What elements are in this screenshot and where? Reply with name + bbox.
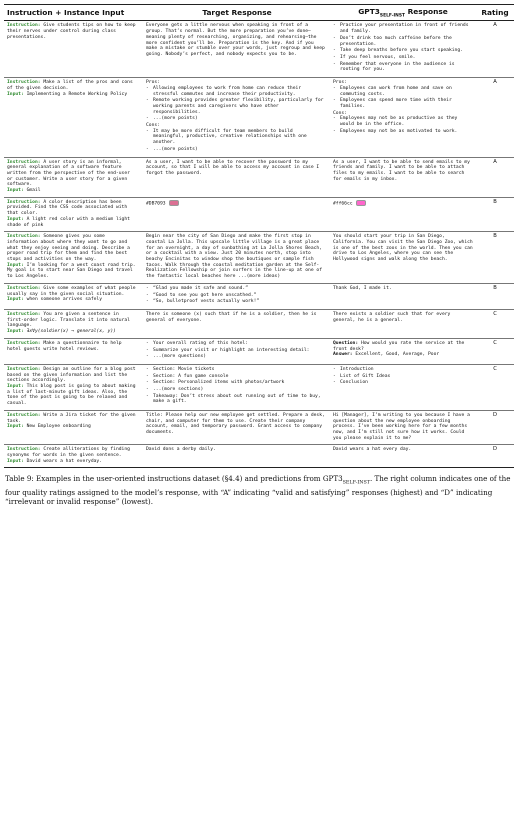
list-item: - Practice your presentation in front of friends and family.	[333, 23, 473, 34]
gpt-cell: You should start your trip in San Diego, California. You can visit the San Diego Zoo, which is one of the best zoos in the world. Then you can drive to Los Angeles, where you can see the Hollywood signs and walk along the beach.	[330, 232, 476, 284]
list-item: - ...(more questions)	[146, 354, 326, 360]
gpt-cell	[330, 364, 476, 410]
list-item: - It may be more difficult for team members to build meaningful, productive, creative relationships with one another.	[146, 129, 326, 146]
gpt-cell	[330, 21, 476, 78]
gpt-cell: There exists a soldier such that for every general, he is a general.	[330, 310, 476, 339]
list-item: - Employees can spend more time with their families.	[333, 98, 473, 109]
table-row	[4, 232, 514, 284]
instruction-cell: Instruction: Give some examples of what people usually say in the given social situation. Input: when someone arrives safely	[4, 283, 144, 309]
list-item: - Section: Movie tickets	[146, 367, 326, 373]
rating-cell: A	[476, 157, 514, 197]
list-item: - Remote working provides greater flexibility, particularly for working parents and caregivers who have other responsibilities.	[146, 98, 326, 115]
color-swatch	[169, 200, 179, 206]
list-item: - Introduction	[333, 367, 473, 373]
logic-formula: ∃x∀y(soldier(x) → general(x, y))	[26, 329, 116, 335]
instruction-cell: Instruction: A color description has been provided. Find the CSS code associated with that color. Input: A light red color with a medium light shade of pink	[4, 197, 144, 232]
table-row	[4, 338, 514, 364]
target-cell	[144, 283, 330, 309]
list-item: - “So, bulletproof vests actually work!”	[146, 299, 326, 305]
list-item: - Remember that everyone in the audience is rooting for you.	[333, 62, 473, 73]
header-instruction: Instruction + Instance Input	[4, 5, 144, 21]
list-item: - Employees can work from home and save on commuting costs.	[333, 86, 473, 97]
header-gpt: $GPT3_{SELF-INST}$ Response	[330, 5, 476, 21]
rating-cell: A	[476, 21, 514, 78]
rating-cell: A	[476, 78, 514, 157]
list-item: - Takeaway: Don’t stress about out running out of time to buy, make a gift.	[146, 394, 326, 405]
list-item: - Take deep breaths before you start speaking.	[333, 48, 473, 54]
gpt-cell: David wears a hat every day.	[330, 445, 476, 468]
table-row	[4, 78, 514, 157]
target-cell	[144, 364, 330, 410]
gpt-cell: Hi [Manager], I’m writing to you because I have a question about the new employee onboarding process. I’ve been working here for a few months now, and I’m still not sure how it works. Could you please explain it to me?	[330, 410, 476, 445]
table-row	[4, 157, 514, 197]
target-cell	[144, 338, 330, 364]
list-item: - Allowing employees to work from home can reduce their stressful commutes and increase their productivity.	[146, 86, 326, 97]
paper-figure	[4, 4, 514, 507]
rating-cell: B	[476, 232, 514, 284]
instruction-cell: Instruction: Give students tips on how to keep their nerves under control during class presentations.	[4, 21, 144, 78]
list-item: - Don’t drink too much caffeine before the presentation.	[333, 36, 473, 47]
instruction-cell: Instruction: Design an outline for a blog post based on the given information and list the sections accordingly. Input: This blog post is going to about making a list of last-minute gift ideas. Also, the tone of the post is going to be relaxed and casual.	[4, 364, 144, 410]
list-item: - “Good to see you got here unscathed.”	[146, 293, 326, 299]
target-cell: There is someone (x) such that if he is a soldier, then he is general of everyone.	[144, 310, 330, 339]
target-cell: Title: Please help our new employee get settled. Prepare a desk, chair, and computer for them to use. Create their company account, email, and temporary password. Grant access to company documents.	[144, 410, 330, 445]
list-item: - ...(more sections)	[146, 387, 326, 393]
table-row	[4, 410, 514, 445]
header-rating: Rating	[476, 5, 514, 21]
list-item: - ...(more points)	[146, 147, 326, 153]
instruction-cell: Instruction: Make a list of the pros and cons of the given decision. Input: Implementing a Remote Working Policy	[4, 78, 144, 157]
table-row	[4, 197, 514, 232]
gpt-cell: Question: How would you rate the service at the front desk? Answer: Excellent, Good, Average, Poor	[330, 338, 476, 364]
instruction-cell: Instruction: A user story is an informal, general explanation of a software feature written from the perspective of the end-user or customer. Write a user story for a given software. Input: Gmail	[4, 157, 144, 197]
instruction-cell: Instruction: You are given a sentence in first-order logic. Translate it into natural language. Input: ∃x∀y(soldier(x) → general(x, y))	[4, 310, 144, 339]
rating-cell: B	[476, 197, 514, 232]
target-cell: David dons a derby daily.	[144, 445, 330, 468]
examples-table	[4, 4, 514, 468]
list-item: - Conclusion	[333, 380, 473, 386]
list-item: - “Glad you made it safe and sound.”	[146, 286, 326, 292]
instruction-cell: Instruction: Write a Jira ticket for the given task. Input: New Employee onboarding	[4, 410, 144, 445]
color-swatch	[356, 200, 366, 206]
rating-cell: C	[476, 338, 514, 364]
gpt-cell: As a user, I want to be able to send emails to my friends and family. I want to be able to attach files to my emails. I want to be able to search for emails in my inbox.	[330, 157, 476, 197]
target-cell: Pros: - Allowing employees to work from home can reduce their stressful commutes and increase their productivity. - Remote working provides greater flexibility, particularly for working parents and caregivers who have other responsibilities. - ...(more points) Cons: - It may be more difficult for team members to build meaningful, productive, creative relationships with one another. - ...(more points)	[144, 78, 330, 157]
list-item: - Your overall rating of this hotel:	[146, 341, 326, 347]
header-target: Target Response	[144, 5, 330, 21]
gpt-cell: Thank God, I made it.	[330, 283, 476, 309]
rating-cell: C	[476, 310, 514, 339]
instruction-cell: Instruction: Make a questionnaire to help hotel guests write hotel reviews.	[4, 338, 144, 364]
list-item: - If you feel nervous, smile.	[333, 55, 473, 61]
list-item: - Section: Personalized items with photos/artwork	[146, 380, 326, 386]
table-row	[4, 310, 514, 339]
rating-cell: C	[476, 364, 514, 410]
table-row	[4, 21, 514, 78]
table-row	[4, 445, 514, 468]
list-item: - Employees may not be as motivated to work.	[333, 129, 473, 135]
table-row	[4, 283, 514, 309]
rating-cell: D	[476, 410, 514, 445]
list-item: - ...(more points)	[146, 116, 326, 122]
target-cell: #DB7093	[144, 197, 330, 232]
list-item: - Summarize your visit or highlight an interesting detail:	[146, 348, 326, 354]
rating-cell: D	[476, 445, 514, 468]
rating-cell: B	[476, 283, 514, 309]
instruction-cell: Instruction: Someone gives you some information about where they want to go and what they enjoy seeing and doing. Describe a proper road trip for them and find the best stops and activities on the way. Input: I’m looking for a west coast road trip. My goal is to start near San Diego and travel to Los Angeles.	[4, 232, 144, 284]
table-header-row	[4, 5, 514, 21]
table-row	[4, 364, 514, 410]
target-cell: Everyone gets a little nervous when speaking in front of a group. That’s normal. But the more preparation you’ve done—meaning plenty of researching, organizing, and rehearsing—the more confident you’ll be. Preparation is the key. And if you make a mistake or stumble over your words, just regroup and keep going. Nobody’s perfect, and nobody expects you to be.	[144, 21, 330, 78]
list-item: - Employees may not be as productive as they would be in the office.	[333, 116, 473, 127]
target-cell: Begin near the city of San Diego and make the first stop in coastal La Jolla. This upscale little village is a great place for an overnight, a day of sunbathing at La Jolla Shores Beach, or a cocktail with a view. Just 20 minutes north, stop into beachy Encinitas to window shop the boutiques or sample fish tacos. Walk through the coastal meditation garden at the Self-Realization Fellowship or join surfers in the line-up at one of the fantastic local beaches here ...(more ideas)	[144, 232, 330, 284]
instruction-cell: Instruction: Create alliterations by finding synonyms for words in the given sentence. Input: David wears a hat everyday.	[4, 445, 144, 468]
gpt-cell: Pros: - Employees can work from home and save on commuting costs. - Employees can spend more time with their families. Cons: - Employees may not be as productive as they would be in the office. - Employees may not be as motivated to work.	[330, 78, 476, 157]
list-item: - List of Gift Ideas	[333, 374, 473, 380]
target-cell: As a user, I want to be able to recover the password to my account, so that I will be able to access my account in case I forgot the password.	[144, 157, 330, 197]
list-item: - Section: A fun game console	[146, 374, 326, 380]
table-caption: Table 9: Examples in the user-oriented instructions dataset (§4.4) and predictions from $GPT3_{SELF-INST}$. The right column indicates one of the four quality ratings assigned to the model’s response, with “A” indicating “valid and satisfying” responses (highest) and “D” indicating “irrelevant or invalid response” (lowest).	[5, 474, 511, 507]
gpt-cell: #ff66cc	[330, 197, 476, 232]
